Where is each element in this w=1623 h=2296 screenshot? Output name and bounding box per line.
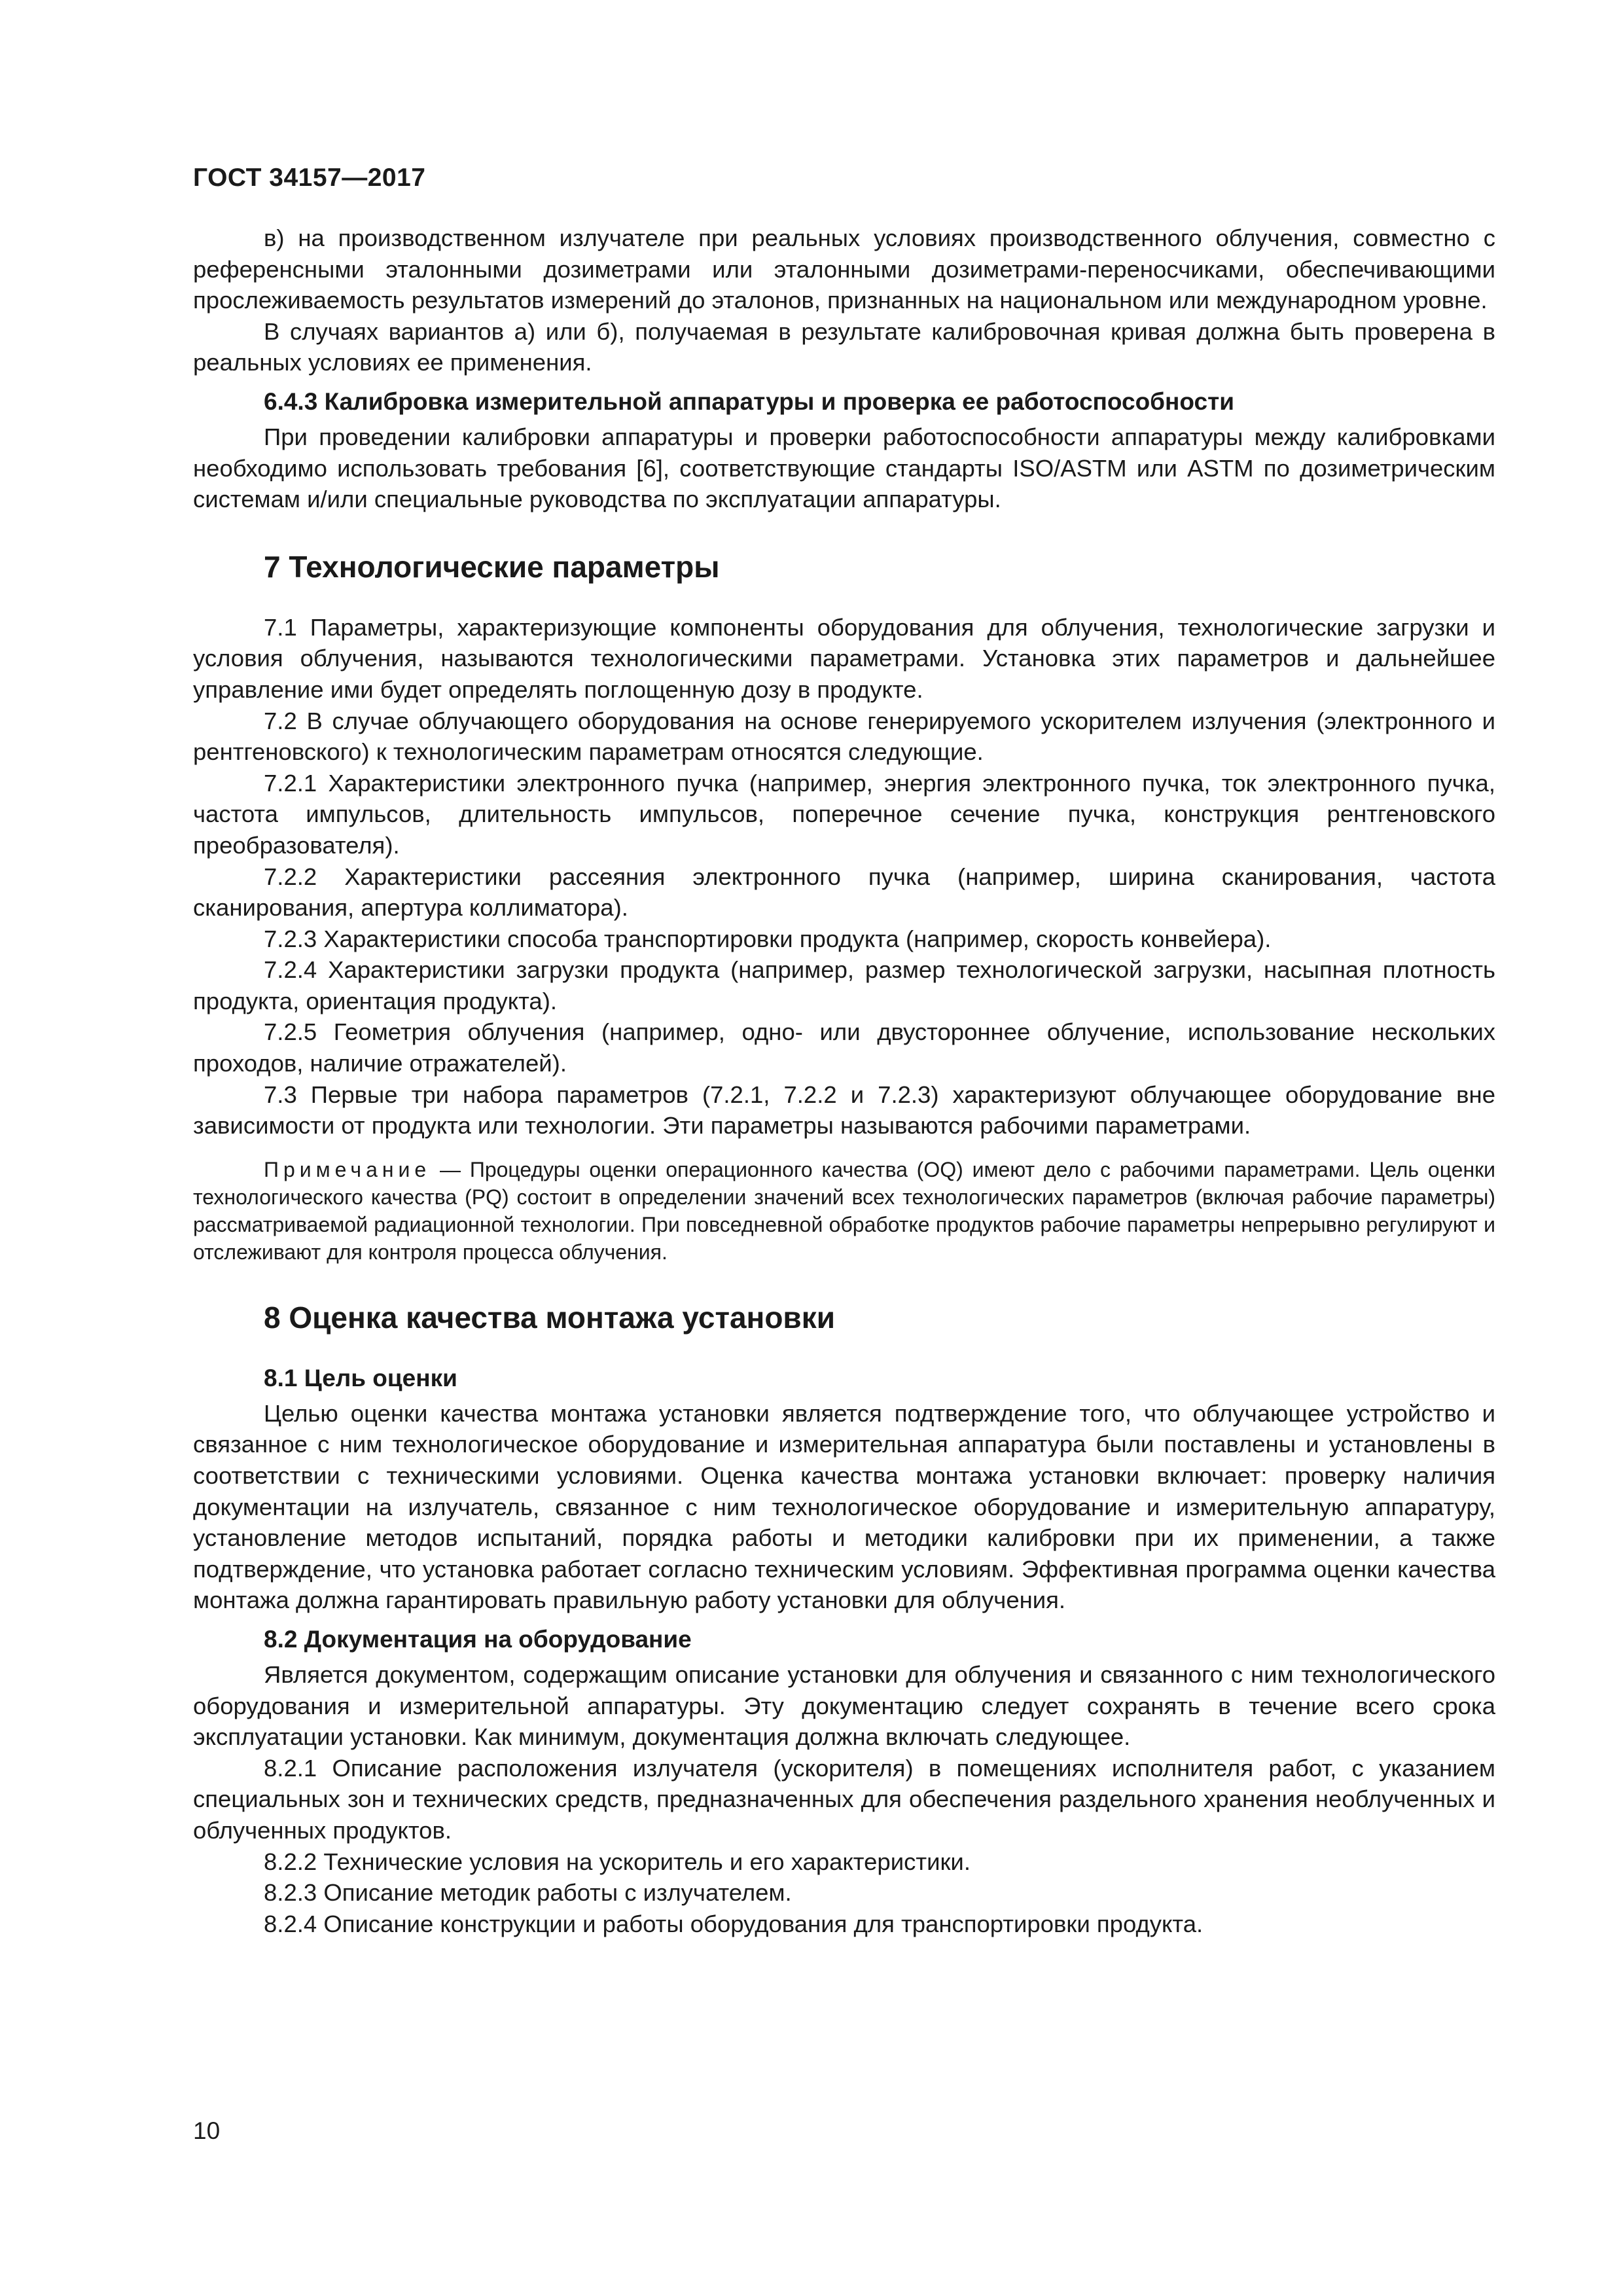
- paragraph-6-4-2-c: в) на производственном излучателе при реальных условиях производственного облучения, совместно с референсными эталонными дозиметрами или эталонными дозиметрами-переносчиками, обеспечивающими прослеживаемость результатов измерений до эталонов, признанных на национальном или международном уровне.: [193, 224, 1495, 314]
- paragraph-7-2-5: 7.2.5 Геометрия облучения (например, одно- или двустороннее облучение, использование нескольких проходов, наличие отражателей).: [193, 1018, 1495, 1077]
- subsection-heading-8-1: 8.1 Цель оценки: [264, 1364, 457, 1391]
- document-body: [193, 223, 1495, 1939]
- paragraph-6-4-3: При проведении калибровки аппаратуры и проверки работоспособности аппаратуры между калибровками необходимо использовать требования [6], соответствующие стандарты ISO/ASTM или ASTM по дозиметрическим системам и/или специальные руководства по эксплуатации аппаратуры.: [193, 423, 1495, 513]
- paragraph-7-2-2: 7.2.2 Характеристики рассеяния электронного пучка (например, ширина сканирования, частота сканирования, апертура коллиматора).: [193, 863, 1495, 922]
- subsection-heading-8-2: 8.2 Документация на оборудование: [264, 1626, 692, 1653]
- note-label: Примечание: [264, 1157, 431, 1181]
- paragraph-calibration-curve: В случаях вариантов а) или б), получаемая в результате калибровочная кривая должна быть проверена в реальных условиях ее применения.: [193, 317, 1495, 376]
- section-heading-7: 7 Технологические параметры: [264, 549, 720, 584]
- paragraph-7-2: 7.2 В случае облучающего оборудования на основе генерируемого ускорителем излучения (электронного и рентгеновского) к технологическим параметрам относятся следующие.: [193, 707, 1495, 766]
- paragraph-7-2-3: 7.2.3 Характеристики способа транспортировки продукта (например, скорость конвейера).: [264, 925, 1272, 952]
- section-heading-8: 8 Оценка качества монтажа установки: [264, 1300, 836, 1335]
- paragraph-7-2-1: 7.2.1 Характеристики электронного пучка (например, энергия электронного пучка, ток электронного пучка, частота импульсов, длительность импульсов, поперечное сечение пучка, конструкция рентгеновского преобразователя).: [193, 769, 1495, 859]
- paragraph-8-2-3: 8.2.3 Описание методик работы с излучателем.: [264, 1879, 792, 1907]
- paragraph-8-2-2: 8.2.2 Технические условия на ускоритель и его характеристики.: [264, 1848, 971, 1875]
- paragraph-8-2-4: 8.2.4 Описание конструкции и работы оборудования для транспортировки продукта.: [264, 1910, 1204, 1937]
- paragraph-8-2-1: 8.2.1 Описание расположения излучателя (ускорителя) в помещениях исполнителя работ, с указанием специальных зон и технических средств, предназначенных для обеспечения раздельного хранения необлученных и облученных продуктов.: [193, 1754, 1495, 1844]
- paragraph-7-2-4: 7.2.4 Характеристики загрузки продукта (например, размер технологической загрузки, насыпная плотность продукта, ориентация продукта).: [193, 956, 1495, 1014]
- note-text: — Процедуры оценки операционного качества (OQ) имеют дело с рабочими параметрами. Цель оценки технологического качества (PQ) состоит в определении значений всех технологических параметров (включая рабочие параметры) рассматриваемой радиационной технологии. При повседневной обработке продуктов рабочие параметры непрерывно регулируют и отслеживают для контроля процесса облучения.: [193, 1157, 1495, 1264]
- paragraph-8-2: Является документом, содержащим описание установки для облучения и связанного с ним технологического оборудования и измерительной аппаратуры. Эту документацию следует сохранять в течение всего срока эксплуатации установки. Как минимум, документация должна включать следующее.: [193, 1661, 1495, 1751]
- page-number: 10: [193, 2117, 221, 2144]
- standard-header: ГОСТ 34157—2017: [193, 164, 426, 192]
- paragraph-8-1: Целью оценки качества монтажа установки является подтверждение того, что облучающее устройство и связанное с ним технологическое оборудование и измерительная аппаратура были поставлены и установлены в соответствии с техническими условиями. Оценка качества монтажа установки включает: проверку наличия документации на излучатель, связанное с ним технологическое оборудование и измерительную аппаратуру, установление методов испытаний, порядка работы и методики калибровки при их применении, а также подтверждение, что установка работает согласно техническим условиям. Эффективная программа оценки качества монтажа должна гарантировать правильную работу установки для облучения.: [193, 1399, 1495, 1614]
- note-paragraph: [193, 1156, 1495, 1266]
- subsection-heading-6-4-3: 6.4.3 Калибровка измерительной аппаратуры и проверка ее работоспособности: [264, 387, 1234, 415]
- paragraph-7-3: 7.3 Первые три набора параметров (7.2.1, 7.2.2 и 7.2.3) характеризуют облучающее оборудование вне зависимости от продукта или технологии. Эти параметры называются рабочими параметрами.: [193, 1081, 1495, 1139]
- paragraph-7-1: 7.1 Параметры, характеризующие компоненты оборудования для облучения, технологические загрузки и условия облучения, называются технологическими параметрами. Установка этих параметров и дальнейшее управление ими будет определять поглощенную дозу в продукте.: [193, 613, 1495, 703]
